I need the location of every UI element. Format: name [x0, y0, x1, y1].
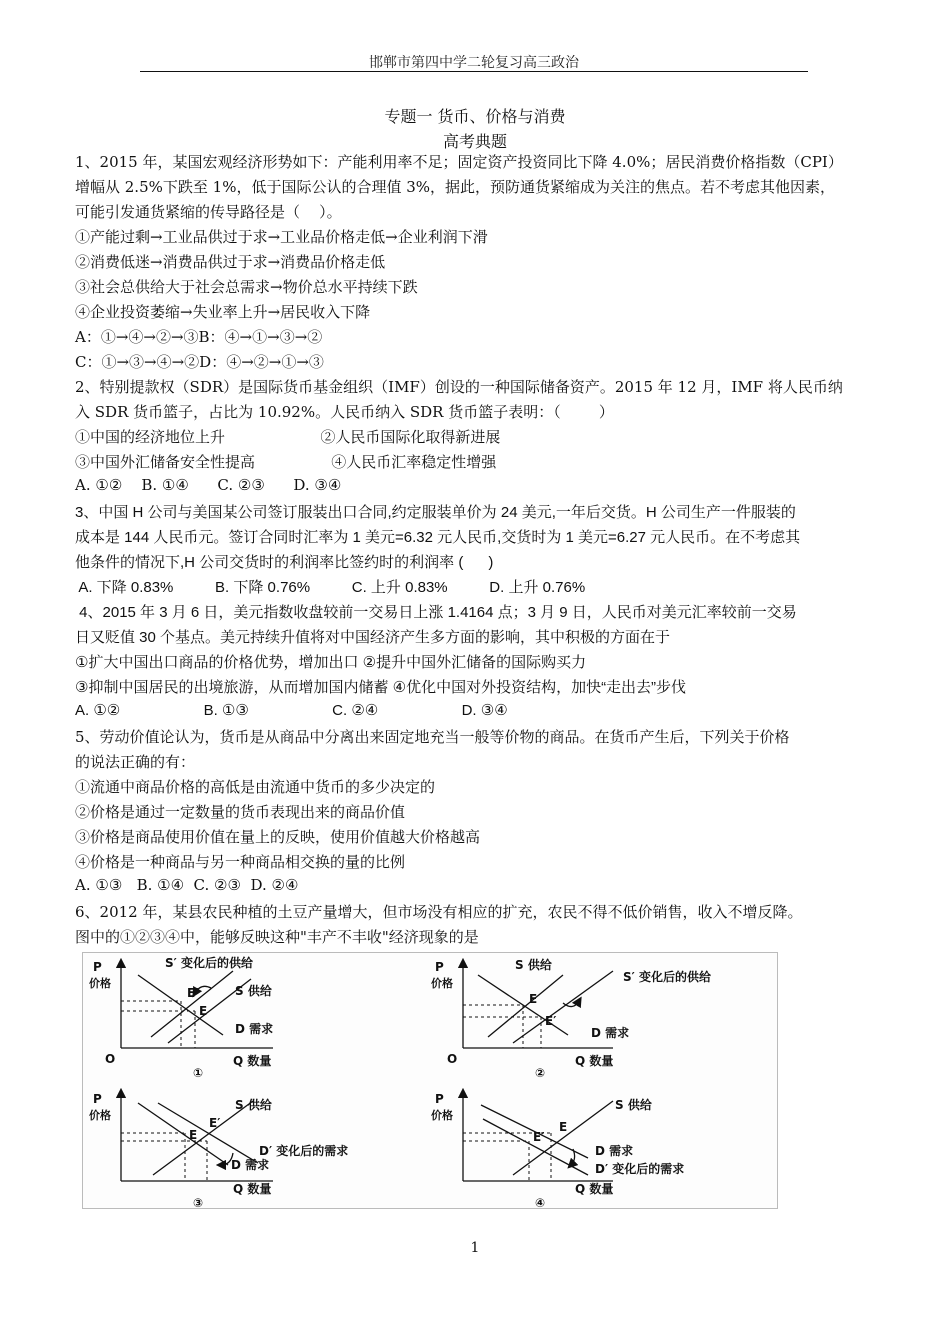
text-line: ①产能过剩→工业品供过于求→工业品价格走低→企业利润下滑: [75, 228, 488, 246]
g3-e: E: [189, 1128, 198, 1142]
g4-s-label: S 供给: [615, 1098, 652, 1112]
text-line: 1、2015 年，某国宏观经济形势如下：产能利用率不足；固定资产投资同比下降 4.0%；居民消费价格指数（CPI）: [75, 153, 843, 171]
g1-s-prime-label: S′ 变化后的供给: [165, 956, 253, 970]
text-line: ④企业投资萎缩→失业率上升→居民收入下降: [75, 303, 371, 321]
topic-title: 专题一 货币、价格与消费: [384, 107, 566, 126]
g4-d-prime-label: D′ 变化后的需求: [595, 1162, 685, 1176]
text-line: A：①→④→②→③B：④→①→③→②: [75, 328, 323, 346]
text-line: 入 SDR 货币篮子，占比为 10.92%。人民币纳入 SDR 货币篮子表明：（ ）: [75, 403, 614, 421]
g3-q-label: Q 数量: [233, 1182, 272, 1196]
g1-p-label: P: [93, 960, 102, 974]
g4-e: E: [559, 1120, 568, 1134]
text-line: ③社会总供给大于社会总需求→物价总水平持续下跌: [75, 278, 418, 296]
text-line: ③中国外汇储备安全性提高 ④人民币汇率稳定性增强: [75, 453, 497, 471]
g4-shift-arrow: [571, 1149, 575, 1165]
g2-price-label: 价格: [431, 977, 453, 990]
text-line: 的说法正确的有：: [75, 753, 196, 771]
text-line: ①中国的经济地位上升 ②人民币国际化取得新进展: [75, 428, 501, 446]
text-line: 他条件的情况下,H 公司交货时的利润率比签约时的利润率 ( ): [75, 554, 494, 571]
text-line: 2、特别提款权（SDR）是国际货币基金组织（IMF）创设的一种国际储备资产。2015 年 12 月，IMF 将人民币纳: [75, 378, 843, 396]
g4-number: ④: [535, 1196, 546, 1208]
g1-origin: O: [105, 1052, 116, 1066]
g2-e: E: [529, 992, 538, 1006]
g4-price-label: 价格: [431, 1109, 453, 1122]
text-line: ③价格是商品使用价值在量上的反映，使用价值越大价格越高: [75, 828, 481, 846]
text-line: A. 下降 0.83% B. 下降 0.76% C. 上升 0.83% D. 上升 0.76%: [75, 579, 586, 596]
page-number: 1: [470, 1240, 480, 1256]
g1-e-prime: E′: [187, 986, 199, 1000]
g3-demand-d-prime: [158, 1103, 258, 1163]
g2-q-label: Q 数量: [575, 1054, 614, 1068]
text-line: 图中的①②③④中，能够反映这种"丰产不丰收"经济现象的是: [75, 928, 479, 946]
g1-d-label: D 需求: [235, 1022, 274, 1036]
g3-e-prime: E′: [209, 1116, 221, 1130]
text-line: A. ①③ B. ①④ C. ②③ D. ②④: [75, 876, 299, 894]
text-line: 3、中国 H 公司与美国某公司签订服装出口合同,约定服装单价为 24 美元,一年后交货。H 公司生产一件服装的: [75, 504, 796, 521]
text-line: 6、2012 年，某县农民种植的土豆产量增大，但市场没有相应的扩充，农民不得不低价销售，收入不增反降。: [75, 903, 803, 921]
g2-s-label: S 供给: [515, 958, 552, 972]
text-line: ②价格是通过一定数量的货币表现出来的商品价值: [75, 803, 406, 821]
text-line: ③抑制中国居民的出境旅游，从而增加国内储蓄 ④优化中国对外投资结构，加快“走出去”步伐: [75, 679, 687, 696]
g3-d-label: D 需求: [231, 1158, 270, 1172]
text-line: A. ①② B. ①④ C. ②③ D. ③④: [75, 476, 342, 494]
page-header: 邯郸市第四中学二轮复习高三政治: [369, 55, 579, 71]
supply-demand-figure: [82, 952, 778, 1209]
g4-d-label: D 需求: [595, 1144, 634, 1158]
text-line: 可能引发通货紧缩的传导路径是（ ）。: [75, 203, 342, 221]
text-line: C：①→③→④→②D：④→②→①→③: [75, 353, 324, 371]
g4-demand-d-prime: [483, 1119, 588, 1175]
g3-demand-d: [138, 1103, 228, 1165]
g2-s-prime-label: S′ 变化后的供给: [623, 970, 711, 984]
g2-number: ②: [535, 1066, 546, 1080]
g4-e-prime: E′: [533, 1130, 545, 1144]
g4-q-label: Q 数量: [575, 1182, 614, 1196]
text-line: A. ①② B. ①③ C. ②④ D. ③④: [75, 702, 508, 719]
text-line: 4、2015 年 3 月 6 日，美元指数收盘较前一交易日上涨 1.4164 点；3 月 9 日，人民币对美元汇率较前一交易: [75, 604, 797, 621]
g3-number: ③: [193, 1196, 204, 1208]
text-line: ②消费低迷→消费品供过于求→消费品价格走低: [75, 253, 386, 271]
g4-p-label: P: [435, 1092, 444, 1106]
header-rule: [140, 71, 808, 72]
g3-price-label: 价格: [89, 1109, 111, 1122]
g1-s-label: S 供给: [235, 984, 272, 998]
text-line: 5、劳动价值论认为，货币是从商品中分离出来固定地充当一般等价物的商品。在货币产生后，下列关于价格: [75, 728, 790, 746]
g3-d-prime-label: D′ 变化后的需求: [259, 1144, 349, 1158]
g2-d-label: D 需求: [591, 1026, 630, 1040]
text-line: 增幅从 2.5%下跌至 1%，低于国际公认的合理值 3%，据此，预防通货紧缩成为关注的焦点。若不考虑其他因素，: [75, 178, 836, 196]
supply-demand-graphs: [83, 953, 777, 1208]
g2-origin: O: [447, 1052, 458, 1066]
text-line: 成本是 144 人民币元。签订合同时汇率为 1 美元=6.32 元人民币,交货时为 1 美元=6.27 元人民币。在不考虑其: [75, 529, 801, 546]
g1-q-label: Q 数量: [233, 1054, 272, 1068]
g1-e: E: [199, 1004, 208, 1018]
g2-e-prime: E′: [545, 1014, 557, 1028]
g3-p-label: P: [93, 1092, 102, 1106]
g1-number: ①: [193, 1066, 204, 1080]
text-line: ①扩大中国出口商品的价格优势，增加出口 ②提升中国外汇储备的国际购买力: [75, 654, 587, 671]
text-line: ④价格是一种商品与另一种商品相交换的量的比例: [75, 853, 406, 871]
g3-s-label: S 供给: [235, 1098, 272, 1112]
text-line: 日又贬值 30 个基点。美元持续升值将对中国经济产生多方面的影响，其中积极的方面在于: [75, 629, 671, 646]
g2-p-label: P: [435, 960, 444, 974]
text-line: ①流通中商品价格的高低是由流通中货币的多少决定的: [75, 778, 436, 796]
g1-supply-s-prime: [151, 971, 233, 1037]
section-subtitle: 高考典题: [442, 132, 507, 151]
g1-price-label: 价格: [89, 977, 111, 990]
